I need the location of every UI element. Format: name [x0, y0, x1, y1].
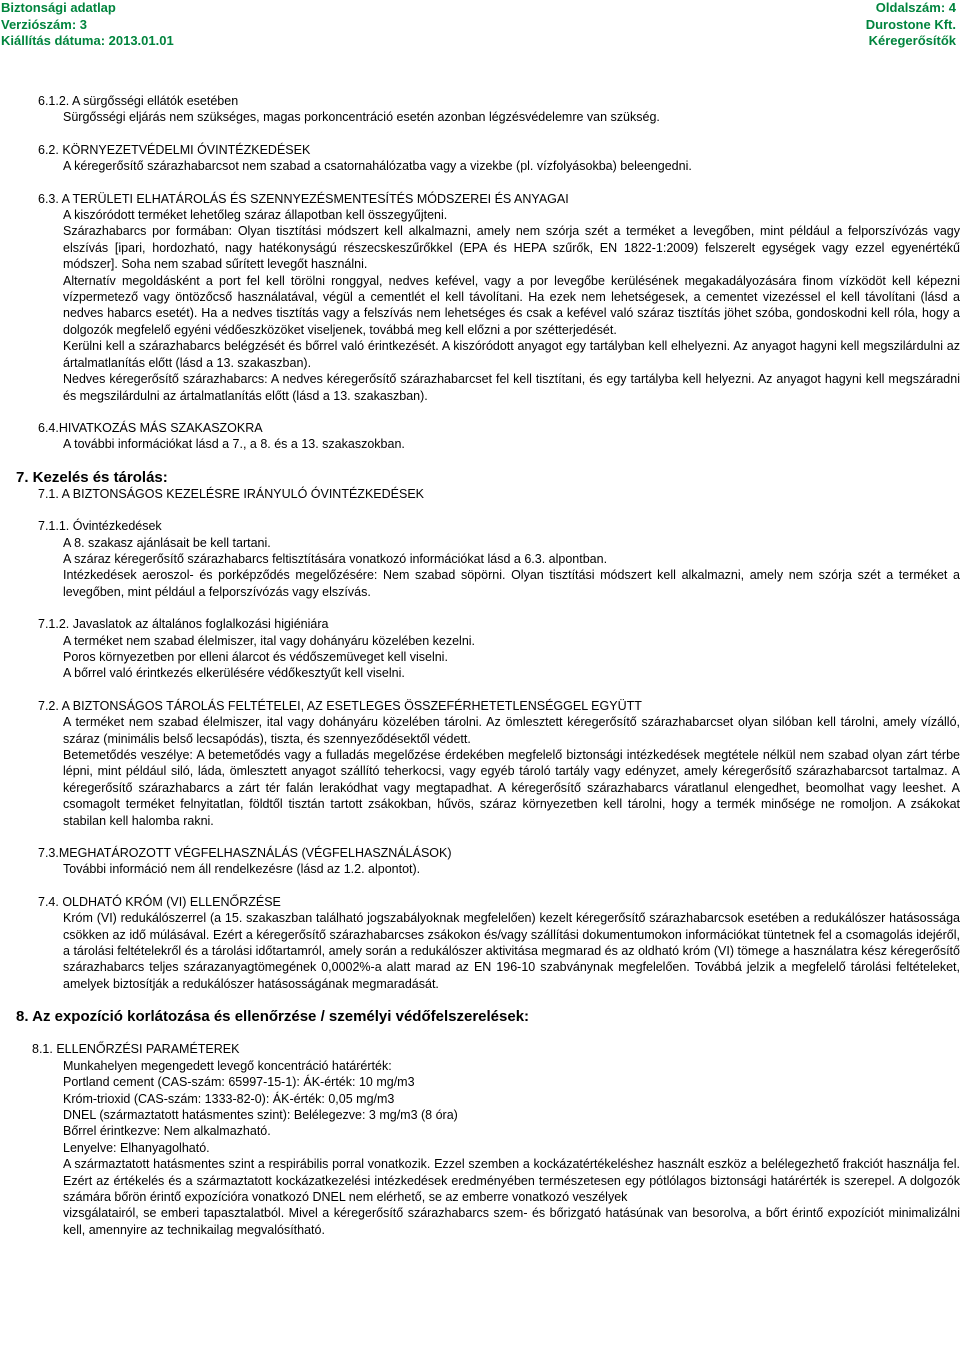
- paragraph: Portland cement (CAS-szám: 65997-15-1): ÁK-érték: 10 mg/m3: [63, 1075, 415, 1090]
- paragraph: Lenyelve: Elhanyagolható.: [63, 1140, 210, 1155]
- company-name: Durostone Kft.: [865, 16, 956, 32]
- document-body: [0, 93, 960, 1238]
- paragraph: Betemetődés veszélye: A betemetődés vagy a fulladás megelőzése érdekében megfelelő biztonsági intézkedések megtétele nélkül nem szabad olyan zárt térbe lépni, mint például siló, láda, ömlesztett anyagot szállító teherkocsi, vagy egyéb tároló tartály vagy edényzet, amely kéregerősítő szárazhabarcsot tartalmaz. A kéregerősítő szárazhabarcs a zárt tér falán lerakódhat vagy megtapadhat. A kéregerősítő szárazhabarcs váratlanul elengedhet, beomolhat vagy leeshet. A csomagolt terméket felnyitatlan, földtől tisztán tartott zsákokban, hűvös, száraz környezetben kell tárolni, hogy a termék minősége ne romoljon. A zsákokat stabilan kell halomba rakni.: [63, 748, 960, 828]
- document-header-right: [866, 0, 956, 50]
- paragraph: A terméket nem szabad élelmiszer, ital vagy dohányáru közelében tárolni. Az ömlesztett kéregerősítő szárazhabarcset olyan silóban kell tárolni, amely vízálló, száraz (minimális belső lecsapódás), tiszta, és szennyeződésektől védett.: [63, 715, 960, 746]
- paragraph: 6.3. A TERÜLETI ELHATÁROLÁS ÉS SZENNYEZÉSMENTESÍTÉS MÓDSZEREI ÉS ANYAGAI: [38, 191, 569, 206]
- paragraph: A további információkat lásd a 7., a 8. és a 13. szakaszokban.: [63, 437, 405, 452]
- paragraph: 8.1. ELLENŐRZÉSI PARAMÉTEREK: [32, 1042, 240, 1057]
- paragraph: 6.4.HIVATKOZÁS MÁS SZAKASZOKRA: [38, 420, 263, 435]
- paragraph: Sürgősségi eljárás nem szükséges, magas porkoncentráció esetén azonban légzésvédelemre van szükség.: [63, 110, 660, 125]
- paragraph: Poros környezetben por elleni álarcot és védőszemüveget kell viselni.: [63, 649, 448, 664]
- product-category: Kéregerősítők: [868, 33, 956, 48]
- paragraph: 7.4. OLDHATÓ KRÓM (VI) ELLENŐRZÉSE: [38, 894, 281, 909]
- paragraph: Bőrrel érintkezve: Nem alkalmazható.: [63, 1124, 271, 1139]
- spacer: [0, 1025, 960, 1041]
- spacer: [0, 502, 960, 518]
- paragraph: vizsgálatairól, se emberi tapasztalatból. Mivel a kéregerősítő szárazhabarcs szem- és bőrizgató hatásúnak van besorolva, a bőrt érintő expozíciót minimalizálni kell, amennyire az technikailag megvalósítható.: [63, 1206, 960, 1237]
- paragraph: A bőrrel való érintkezés elkerülésére védőkesztyűt kell viselni.: [63, 666, 405, 681]
- paragraph: 6.2. KÖRNYEZETVÉDELMI ÓVINTÉZKEDÉSEK: [38, 142, 311, 157]
- spacer: [0, 600, 960, 616]
- spacer: [0, 453, 960, 469]
- paragraph: 6.1.2. A sürgősségi ellátók esetében: [38, 94, 239, 108]
- paragraph: 7.1.1. Óvintézkedések: [38, 519, 162, 534]
- document-header-left: [1, 0, 174, 50]
- version-number: Verziószám: 3: [1, 16, 87, 32]
- paragraph: Intézkedések aeroszol- és porképződés megelőzésére: Nem szabad söpörni. Olyan tisztítási módszert kell alkalmazni, amely nem szórja szét a terméket a levegőben, mint például a felporszívózás vagy elszívás.: [63, 568, 960, 599]
- section-heading: 8. Az expozíció korlátozása és ellenőrzése / személyi védőfelszerelések:: [16, 1008, 530, 1026]
- paragraph: 7.3.MEGHATÁROZOTT VÉGFELHASZNÁLÁS (VÉGFELHASZNÁLÁSOK): [38, 846, 452, 861]
- spacer: [0, 682, 960, 698]
- paragraph: DNEL (származtatott hatásmentes szint): Belélegezve: 3 mg/m3 (8 óra): [63, 1107, 458, 1122]
- spacer: [0, 175, 960, 191]
- paragraph: 7.1. A BIZTONSÁGOS KEZELÉSRE IRÁNYULÓ ÓVINTÉZKEDÉSEK: [38, 486, 424, 501]
- paragraph: Kerülni kell a szárazhabarcs belégzését és bőrrel való érintkezését. A kiszóródott anyagot egy tartályban kell elhelyezni. Az anyagot hagyni kell megszilárdulni az ártalmatlanítás előtt (lásd a 13. szakaszban).: [63, 339, 960, 370]
- paragraph: A száraz kéregerősítő szárazhabarcs feltisztítására vonatkozó információkat lásd a 6.3. alpontban.: [63, 551, 608, 566]
- paragraph: A terméket nem szabad élelmiszer, ital vagy dohányáru közelében kezelni.: [63, 633, 476, 648]
- paragraph: A kéregerősítő szárazhabarcsot nem szabad a csatornahálózatba vagy a vizekbe (pl. vízfolyásokba) beleengedni.: [63, 159, 692, 174]
- paragraph: A kiszóródott terméket lehetőleg száraz állapotban kell összegyűjteni.: [63, 208, 448, 223]
- page-number: Oldalszám: 4: [875, 0, 956, 15]
- sheet-title: Biztonsági adatlap: [1, 0, 116, 15]
- spacer: [0, 878, 960, 894]
- issue-date: Kiállítás dátuma: 2013.01.01: [1, 33, 174, 48]
- paragraph: Króm (VI) redukálószerrel (a 15. szakaszban található jogszabályoknak megfelelően) kezelt kéregerősítő szárazhabarcsok esetében a redukálószer hatásossága csökken az idő múlásával. Ezért a kéregerősítő szárazhabarcses zsákokon és/vagy szállítási dokumentumokon információkat tüntetnek fel a csomagolás idejéről, a tárolási feltételekről és a tárolási időtartamról, amely során a redukálószer aktivitása megmarad és az oldható króm (VI) tömege a használatra kész kéregerősítő szárazhabarcs teljes szárazanyagtömegének 0,0002%-a alatt marad az EN 196-10 szabványnak megfelelően. Továbbá jelzik a megfelelő tárolási feltételeket, amelyek biztosítják a redukálószer hatásosságának megmaradását.: [63, 911, 960, 991]
- spacer: [0, 404, 960, 420]
- paragraph: További információ nem áll rendelkezésre (lásd az 1.2. alpontot).: [63, 862, 421, 877]
- paragraph: Alternatív megoldásként a port fel kell törölni ronggyal, nedves kefével, vagy a por levegőbe kerülésének megakadályozására finom vízködöt kell képezni vízpermetező vagy öntözőcső használatával, végül a cementlét el kell távolítani. Ha ezek nem lehetségesek, a cementet vizezéssel el kell távolítani (lásd a nedves habarcs esetét). Ha a nedves tisztítás vagy a felszívás nem lehetséges és csak a kefével való száraz tisztítás jöhet szóba, gondoskodni kell róla, hogy a dolgozók megfelelő egyéni védőeszközöket viseljenek, továbbá meg kell előzni a por szétterjedését.: [63, 273, 960, 337]
- spacer: [0, 829, 960, 845]
- paragraph: A 8. szakasz ajánlásait be kell tartani.: [63, 535, 271, 550]
- spacer: [0, 992, 960, 1008]
- paragraph: Króm-trioxid (CAS-szám: 1333-82-0): ÁK-érték: 0,05 mg/m3: [63, 1091, 395, 1106]
- paragraph: Munkahelyen megengedett levegő koncentráció határérték:: [63, 1058, 392, 1073]
- paragraph: Szárazhabarcs por formában: Olyan tisztítási módszert kell alkalmazni, amely nem szórja szét a terméket a levegőben, mint például a felporszívózás vagy elszívás [ipari, hordozható, nagy hatékonyságú részecskeszűrőkkel (EPA és HEPA szűrők, EN 1822-1:2009) felszerelt egységek vagy ezzel egyenértékű módszer]. Soha nem szabad sűrített levegőt használni.: [63, 224, 960, 272]
- paragraph: Nedves kéregerősítő szárazhabarcs: A nedves kéregerősítő szárazhabarcset fel kell tisztítani, és egy tartályba kell helyezni. Az anyagot hagyni kell megszáradni és megszilárdulni az ártalmatlanítás előtt (lásd a 13. szakaszban).: [63, 372, 960, 403]
- spacer: [0, 126, 960, 142]
- paragraph: A származtatott hatásmentes szint a respirábilis porral vonatkozik. Ezzel szemben a kockázatértékeléshez használt eszköz a belélegezhető frakciót használja fel. Ezért az értékelés és a származtatott kockázatkezelési intézkedések eredményében természetesen egy pótlólagos biztonsági határérték is szerepel. A dolgozók számára bőrön érintő expozícióra vonatkozó DNEL nem elérhető, se az emberre vonatkozó veszélyek: [63, 1157, 960, 1204]
- paragraph: 7.1.2. Javaslatok az általános foglalkozási higiéniára: [38, 617, 329, 632]
- section-heading: 7. Kezelés és tárolás:: [16, 468, 168, 486]
- paragraph: 7.2. A BIZTONSÁGOS TÁROLÁS FELTÉTELEI, AZ ESETLEGES ÖSSZEFÉRHETETLENSÉGGEL EGYÜTT: [38, 698, 642, 713]
